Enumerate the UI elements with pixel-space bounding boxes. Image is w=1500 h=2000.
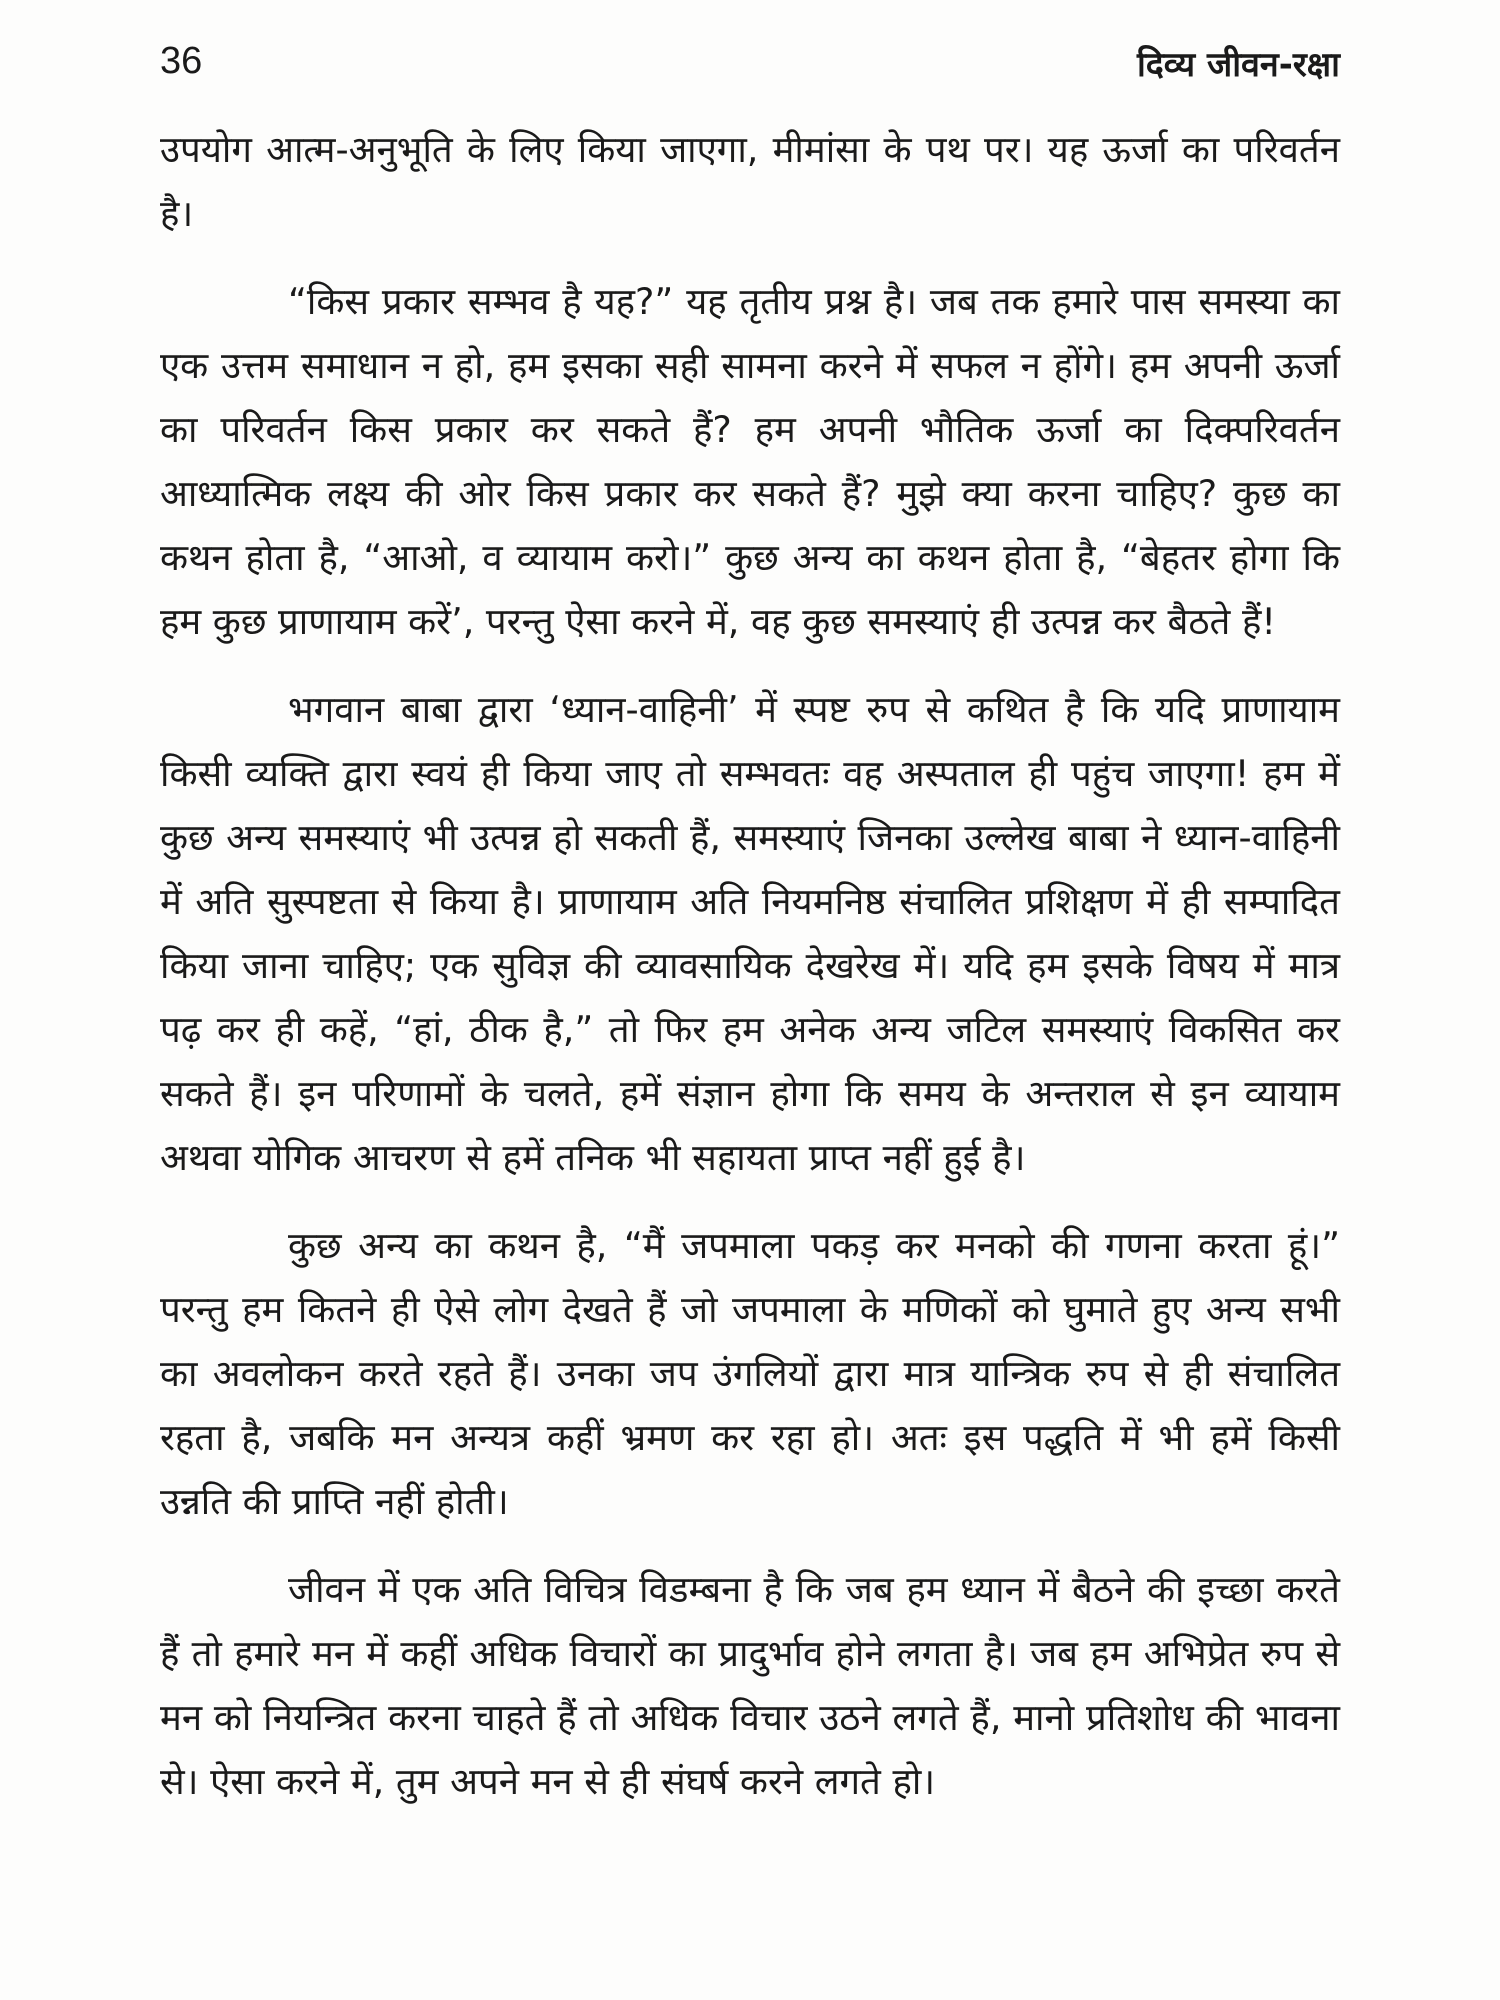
page-number: 36 xyxy=(160,40,203,82)
paragraph-2: “किस प्रकार सम्भव है यह?” यह तृतीय प्रश्न है। जब तक हमारे पास समस्या का एक उत्तम समाधान न हो, हम इसका सही सामना करने में सफल न होंगे। हम अपनी ऊर्जा का परिवर्तन किस प्रकार कर सकते हैं? हम अपनी भौतिक ऊर्जा का दिक्परिवर्तन आध्यात्मिक लक्ष्य की ओर किस प्रकार कर सकते हैं? मुझे क्या करना चाहिए? कुछ का कथन होता है, “आओ, व व्यायाम करो।” कुछ अन्य का कथन होता है, “बेहतर होगा कि हम कुछ प्राणायाम करें’, परन्तु ऐसा करने में, वह कुछ समस्याएं ही उत्पन्न कर बैठते हैं! xyxy=(160,280,1340,643)
body-text xyxy=(160,118,1340,1838)
page-header xyxy=(160,40,1340,100)
running-title: दिव्य जीवन-रक्षा xyxy=(1136,45,1340,85)
paragraph-4: कुछ अन्य का कथन है, “मैं जपमाला पकड़ कर मनको की गणना करता हूं।” परन्तु हम कितने ही ऐसे लोग देखते हैं जो जपमाला के मणिकों को घुमाते हुए अन्य सभी का अवलोकन करते रहते हैं। उनका जप उंगलियों द्वारा मात्र यान्त्रिक रुप से ही संचालित रहता है, जबकि मन अन्यत्र कहीं भ्रमण कर रहा हो। अतः इस पद्धति में भी हमें किसी उन्नति की प्राप्ति नहीं होती। xyxy=(160,1224,1340,1523)
paragraph-3: भगवान बाबा द्वारा ‘ध्यान-वाहिनी’ में स्पष्ट रुप से कथित है कि यदि प्राणायाम किसी व्यक्ति द्वारा स्वयं ही किया जाए तो सम्भवतः वह अस्पताल ही पहुंच जाएगा! हम में कुछ अन्य समस्याएं भी उत्पन्न हो सकती हैं, समस्याएं जिनका उल्लेख बाबा ने ध्यान-वाहिनी में अति सुस्पष्टता से किया है। प्राणायाम अति नियमनिष्ठ संचालित प्रशिक्षण में ही सम्पादित किया जाना चाहिए; एक सुविज्ञ की व्यावसायिक देखरेख में। यदि हम इसके विषय में मात्र पढ़ कर ही कहें, “हां, ठीक है,” तो फिर हम अनेक अन्य जटिल समस्याएं विकसित कर सकते हैं। इन परिणामों के चलते, हमें संज्ञान होगा कि समय के अन्तराल से इन व्यायाम अथवा योगिक आचरण से हमें तनिक भी सहायता प्राप्त नहीं हुई है। xyxy=(160,688,1340,1179)
paragraph-5: जीवन में एक अति विचित्र विडम्बना है कि जब हम ध्यान में बैठने की इच्छा करते हैं तो हमारे मन में कहीं अधिक विचारों का प्रादुर्भाव होने लगता है। जब हम अभिप्रेत रुप से मन को नियन्त्रित करना चाहते हैं तो अधिक विचार उठने लगते हैं, मानो प्रतिशोध की भावना से। ऐसा करने में, तुम अपने मन से ही संघर्ष करने लगते हो। xyxy=(160,1568,1340,1803)
paragraph-1: उपयोग आत्म-अनुभूति के लिए किया जाएगा, मीमांसा के पथ पर। यह ऊर्जा का परिवर्तन है। xyxy=(160,128,1340,235)
